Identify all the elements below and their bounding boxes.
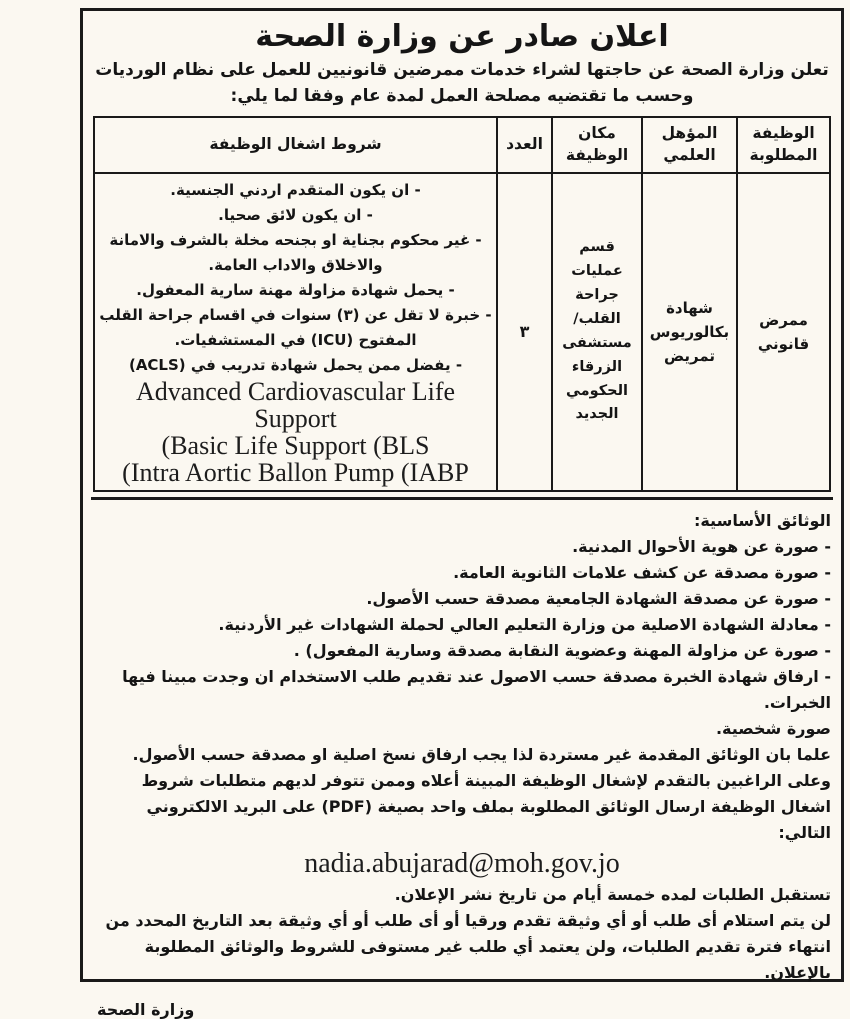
col-header-required-job: الوظيفة المطلوبة (737, 117, 830, 173)
cell-required-job: ممرض قانوني (737, 173, 830, 491)
documents-section (91, 497, 833, 1019)
col-header-count: العدد (497, 117, 552, 173)
table-header-row (94, 117, 830, 173)
cell-location: قسم عمليات جراحة القلب/ مستشفى الزرقاء الحكومي الجديد (552, 173, 642, 491)
jobs-table-header (94, 117, 830, 173)
condition-line: Advanced Cardiovascular Life Support (135, 376, 456, 433)
document-item: - صورة مصدقة عن كشف علامات الثانوية العامة. (453, 562, 831, 582)
documents-list (93, 534, 831, 742)
contact-email: nadia.abujarad@moh.gov.jo (304, 847, 620, 879)
note-documents-not-returned: علما بان الوثائق المقدمة غير مستردة لذا يجب ارفاق نسخ اصلية او مصدقة حسب الأصول. (132, 744, 831, 764)
documents-heading: الوثائق الأساسية: (693, 510, 831, 530)
condition-line: (Intra Aortic Ballon Pump (IABP (122, 457, 469, 487)
page-title: اعلان صادر عن وزارة الصحة (255, 19, 669, 54)
jobs-table (93, 116, 831, 492)
cell-count: ٣ (497, 173, 552, 491)
document-item: - صورة عن هوية الأحوال المدنية. (572, 536, 831, 556)
condition-line: - خبرة لا تقل عن (٣) سنوات في اقسام جراحة القلب المفتوح (ICU) في المستشفيات. (99, 305, 492, 349)
col-header-qualification: المؤهل العلمي (642, 117, 737, 173)
col-header-location: مكان الوظيفة (552, 117, 642, 173)
condition-line: - غير محكوم بجناية او بجنحه مخلة بالشرف والامانة والاخلاق والاداب العامة. (109, 230, 482, 274)
table-row (94, 173, 830, 491)
conditions-list (98, 178, 493, 486)
deadline-note: تستقبل الطلبات لمده خمسة أيام من تاريخ نشر الإعلان. (394, 884, 831, 904)
condition-line: - ان يكون لائق صحيا. (218, 205, 373, 224)
document-item: صورة شخصية. (715, 718, 831, 738)
apply-instruction: وعلى الراغبين بالتقدم لإشغال الوظيفة المبينة أعلاه وممن تتوفر لديهم متطلبات شروط اشغال الوظيفة ارسال الوثائق المطلوبة بملف واحد بصيغة (PDF) على البريد الالكتروني التالي: (141, 770, 831, 842)
jobs-table-body (94, 173, 830, 491)
document-item: - صورة عن مزاولة المهنة وعضوية النقابة مصدقة وسارية المفعول) . (293, 640, 831, 660)
cell-qualification: شهادة بكالوريوس تمريض (642, 173, 737, 491)
rejection-note: لن يتم استلام أى طلب أو أي وثيقة تقدم ورقيا أو أى طلب أو أي وثيقة بعد التاريخ المحدد من انتهاء فترة تقديم الطلبات، ولن يعتمد أي طلب غير مستوفى للشروط والوثائق المطلوبة بالإعلان. (105, 910, 831, 982)
condition-line: (Basic Life Support (BLS (161, 430, 430, 460)
announcement-frame (80, 8, 844, 1019)
condition-line: - ان يكون المتقدم اردني الجنسية. (170, 180, 421, 199)
cell-conditions (94, 173, 497, 491)
intro-text: تعلن وزارة الصحة عن حاجتها لشراء خدمات ممرضين قانونيين للعمل على نظام الورديات وحسب ما تقتضيه مصلحة العمل لمدة عام وفقا لما يلي: (95, 60, 829, 107)
condition-line: - يحمل شهادة مزاولة مهنة سارية المعفول. (136, 280, 455, 299)
col-header-conditions: شروط اشغال الوظيفة (94, 117, 497, 173)
ministry-signature: وزارة الصحة (97, 999, 195, 1019)
document-item: - صورة عن مصدقة الشهادة الجامعية مصدقة حسب الأصول. (366, 588, 831, 608)
condition-line: - يفضل ممن يحمل شهادة تدريب في (ACLS) (128, 355, 463, 374)
document-item: - ارفاق شهادة الخبرة مصدقة حسب الاصول عند تقديم طلب الاستخدام ان وجدت مبينا فيها الخبرات. (122, 666, 831, 712)
document-item: - معادلة الشهادة الاصلية من وزارة التعليم العالي لحملة الشهادات غير الأردنية. (218, 614, 831, 634)
